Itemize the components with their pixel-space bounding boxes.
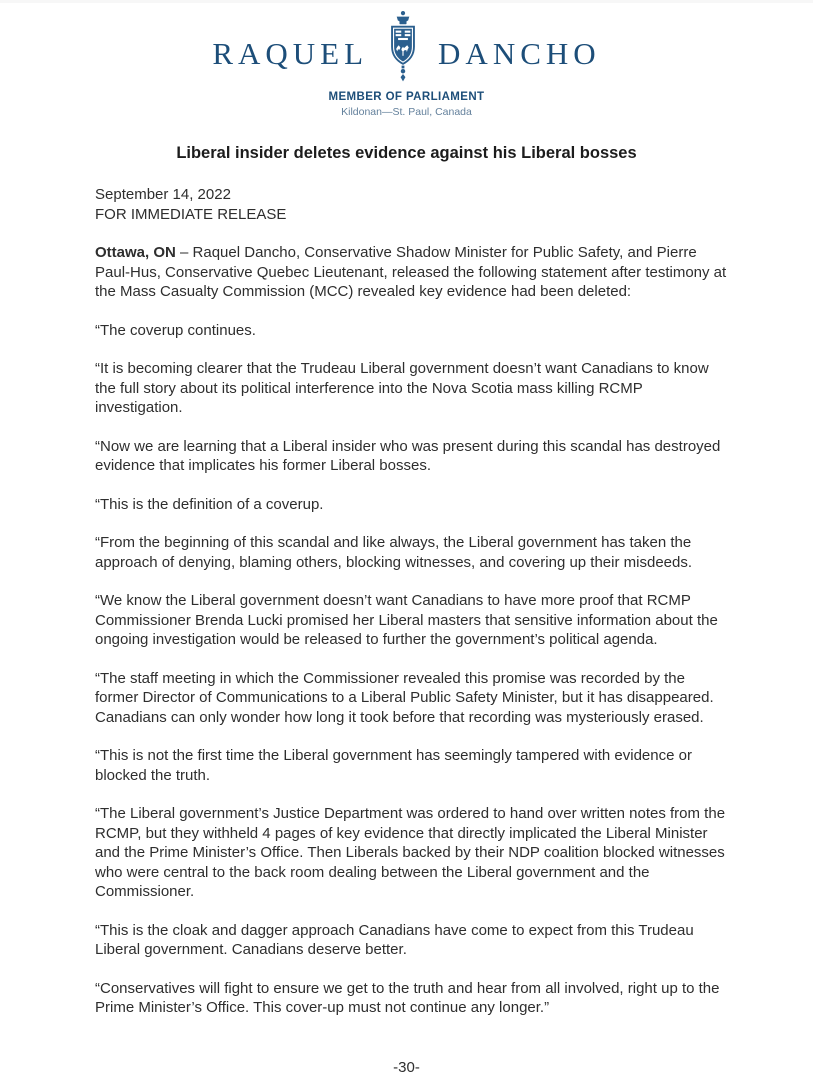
date-line: September 14, 2022: [95, 186, 231, 203]
release-line: FOR IMMEDIATE RELEASE: [95, 205, 287, 223]
statement-paragraph: “We know the Liberal government doesn’t want Canadians to have more proof that RCMP Commissioner Brenda Lucki promised her Liberal masters that sensitive information about the ongoing investigation would be released to further the government’s political agenda.: [95, 592, 718, 648]
statement-paragraph: “Now we are learning that a Liberal insider who was present during this scandal has destroyed evidence that implicates his former Liberal bosses.: [95, 437, 721, 474]
member-of-parliament-line: MEMBER OF PARLIAMENT: [328, 91, 485, 103]
statement-paragraph: “This is the cloak and dagger approach Canadians have come to expect from this Trudeau Liberal government. Canadians deserve better.: [95, 921, 694, 958]
statement-paragraph: “This is not the first time the Liberal government has seemingly tampered with evidence or blocked the truth.: [95, 747, 692, 784]
dateline-city: Ottawa, ON: [95, 244, 176, 261]
press-release-headline: Liberal insider deletes evidence against his Liberal bosses: [176, 144, 637, 162]
end-mark: -30-: [393, 1058, 420, 1076]
statement-paragraph: “This is the definition of a coverup.: [95, 495, 324, 513]
statement-paragraph: “It is becoming clearer that the Trudeau Liberal government doesn’t want Canadians to know the full story about its political interference into the Nova Scotia mass killing RCMP investigation.: [95, 360, 709, 416]
wordmark-row: [0, 10, 813, 87]
statement-paragraph: “From the beginning of this scandal and like always, the Liberal government has taken the approach of denying, blaming others, blocking witnesses, and covering up their misdeeds.: [95, 534, 693, 571]
lead-paragraph: [95, 243, 729, 302]
riding-line: Kildonan—St. Paul, Canada: [341, 106, 472, 118]
letterhead: [0, 3, 813, 118]
press-release-body: [95, 185, 729, 1018]
parliament-crest-icon: [382, 10, 424, 87]
statement-paragraph: “The coverup continues.: [95, 321, 256, 339]
statement-paragraph: “The Liberal government’s Justice Department was ordered to hand over written notes from the RCMP, but they withheld 4 pages of key evidence that directly implicated the Liberal Minister and the Prime Minister’s Office. Then Liberals backed by their NDP coalition blocked witnesses who were central to the back room dealing between the Liberal government and the Commissioner.: [95, 805, 726, 900]
press-release-page: [0, 3, 813, 1076]
date-block: [95, 185, 729, 224]
statement-paragraph: “The staff meeting in which the Commissioner revealed this promise was recorded by the former Director of Communications to a Liberal Public Safety Minister, but it has disappeared. Canadians can only wonder how long it took before that recording was mysteriously erased.: [95, 669, 714, 726]
lead-paragraph-text: – Raquel Dancho, Conservative Shadow Minister for Public Safety, and Pierre Paul-Hus, Conservative Quebec Lieutenant, released the following statement after testimony at the Mass Casualty Commission (MCC) revealed key evidence had been deleted:: [95, 244, 727, 300]
statement-paragraph: “Conservatives will fight to ensure we get to the truth and hear from all involved, right up to the Prime Minister’s Office. This cover-up must not continue any longer.”: [95, 979, 720, 1016]
wordmark-last-name: DANCHO: [438, 36, 601, 71]
wordmark-first-name: RAQUEL: [212, 36, 369, 71]
